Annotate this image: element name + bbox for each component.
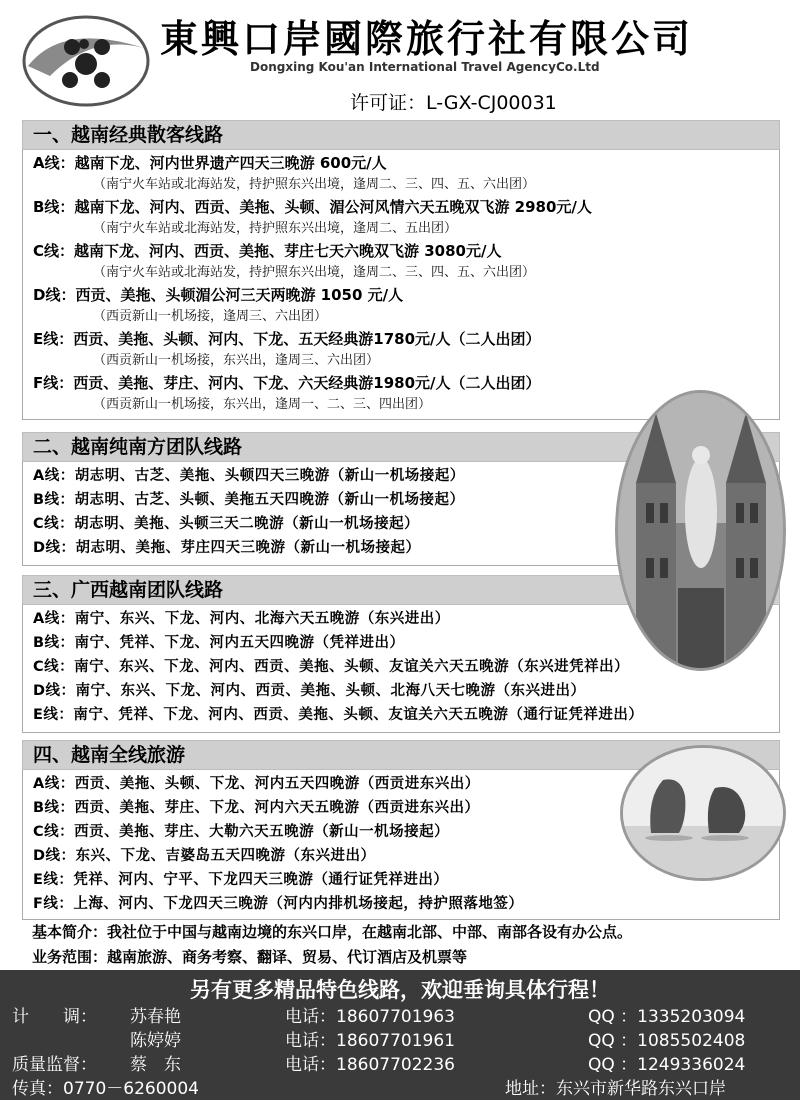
route-d: D线：南宁、东兴、下龙、河内、西贡、美拖、头顿、北海八天七晚游（东兴进出） (33, 683, 586, 699)
phone-line-2: 电话：18607701961 (285, 1031, 455, 1051)
contact-footer (0, 970, 800, 1100)
qq-line-3: QQ ：1249336024 (588, 1055, 746, 1075)
address: 地址：东兴市新华路东兴口岸 (505, 1079, 726, 1099)
qq-number: 1249336024 (637, 1055, 746, 1075)
section-title: 一、越南经典散客线路 (22, 120, 780, 150)
route-b-note: （南宁火车站或北海站发，持护照东兴出境，逢周二、五出团） (93, 221, 458, 236)
quality-label: 质量监督： (12, 1055, 97, 1075)
phone-line-1: 电话：18607701963 (285, 1007, 455, 1027)
route-b: B线：西贡、美拖、芽庄、下龙、河内六天五晚游（西贡进东兴出） (33, 800, 480, 816)
route-a-note: （南宁火车站或北海站发，持护照东兴出境，逢周二、三、四、五、六出团） (93, 177, 536, 192)
route-d-note: （西贡新山一机场接，逢周三、六出团） (93, 309, 328, 324)
qq-number: 1335203094 (637, 1007, 746, 1027)
route-e: E线：凭祥、河内、宁平、下龙四天三晚游（通行证凭祥进出） (33, 872, 449, 888)
fax-number: 传真：0770－6260004 (12, 1079, 199, 1099)
route-b: B线：胡志明、古芝、头顿、美拖五天四晚游（新山一机场接起） (33, 492, 465, 508)
route-c-note: （南宁火车站或北海站发，持护照东兴出境，逢周二、三、四、五、六出团） (93, 265, 536, 280)
route-d: D线：东兴、下龙、吉婆岛五天四晚游（东兴进出） (33, 848, 376, 864)
route-b: B线：南宁、凭祥、下龙、河内五天四晚游（凭祥进出） (33, 635, 405, 651)
basic-intro: 基本简介：我社位于中国与越南边境的东兴口岸，在越南北部、中部、南部各设有办公点。 (32, 923, 633, 941)
route-e-note: （西贡新山一机场接，东兴出，逢周三、六出团） (93, 353, 380, 368)
company-english-name: Dongxing Kou'an International Travel AgencyCo.Ltd (250, 60, 600, 74)
qq-line-1: QQ ：1335203094 (588, 1007, 746, 1027)
qq-line-2: QQ ：1085502408 (588, 1031, 746, 1051)
phone-number: 18607701961 (336, 1031, 455, 1051)
route-a: A线：越南下龙、河内世界遗产四天三晚游 600元/人 (33, 154, 387, 172)
section-classic-routes (22, 120, 780, 420)
route-f: F线：上海、河内、下龙四天三晚游（河内内排机场接起，持护照落地签） (33, 896, 524, 912)
qq-number: 1085502408 (637, 1031, 746, 1051)
footer-title: 另有更多精品特色线路，欢迎垂询具体行程！ (190, 978, 610, 1002)
section-title: 二、越南纯南方团队线路 (22, 432, 780, 462)
route-c: C线：越南下龙、河内、西贡、美拖、芽庄七天六晚双飞游 3080元/人 (33, 242, 502, 260)
route-c: C线：南宁、东兴、下龙、河内、西贡、美拖、头顿、友谊关六天五晚游（东兴进凭祥出） (33, 659, 630, 675)
business-scope: 业务范围：越南旅游、商务考察、翻译、贸易、代订酒店及机票等 (32, 948, 468, 966)
company-name: 東興口岸國際旅行社有限公司 (160, 16, 694, 61)
license-number: 许可证：L-GX-CJ00031 (350, 92, 557, 114)
route-a: A线：西贡、美拖、头顿、下龙、河内五天四晚游（西贡进东兴出） (33, 776, 480, 792)
phone-number: 18607702236 (336, 1055, 455, 1075)
route-c: C线：胡志明、美拖、头顿三天二晚游（新山一机场接起） (33, 516, 420, 532)
route-b: B线：越南下龙、河内、西贡、美拖、头顿、湄公河风情六天五晚双飞游 2980元/人 (33, 198, 592, 216)
route-a: A线：胡志明、古芝、美拖、头顿四天三晚游（新山一机场接起） (33, 468, 465, 484)
header (0, 0, 800, 115)
planner-label: 计 调： (12, 1007, 97, 1027)
phone-number: 18607701963 (336, 1007, 455, 1027)
route-d: D线：胡志明、美拖、芽庄四天三晚游（新山一机场接起） (33, 540, 421, 556)
route-d: D线：西贡、美拖、头顿湄公河三天两晚游 1050 元/人 (33, 286, 404, 304)
section-title: 四、越南全线旅游 (22, 740, 780, 770)
section-body (22, 150, 780, 420)
section-title: 三、广西越南团队线路 (22, 575, 780, 605)
route-c: C线：西贡、美拖、芽庄、大勒六天五晚游（新山一机场接起） (33, 824, 450, 840)
company-logo (22, 14, 150, 108)
route-f-note: （西贡新山一机场接，东兴出，逢周一、二、三、四出团） (93, 397, 432, 412)
quality-name: 蔡 东 (130, 1055, 181, 1075)
route-a: A线：南宁、东兴、下龙、河内、北海六天五晚游（东兴进出） (33, 611, 450, 627)
route-e: E线：南宁、凭祥、下龙、河内、西贡、美拖、头顿、友谊关六天五晚游（通行证凭祥进出） (33, 707, 644, 723)
planner-name-1: 苏春艳 (130, 1007, 181, 1027)
halong-bay-photo (620, 745, 786, 881)
route-f: F线：西贡、美拖、芽庄、河内、下龙、六天经典游1980元/人（二人出团） (33, 374, 541, 392)
route-e: E线：西贡、美拖、头顿、河内、下龙、五天经典游1780元/人（二人出团） (33, 330, 541, 348)
phone-line-3: 电话：18607702236 (285, 1055, 455, 1075)
cathedral-photo (615, 390, 786, 671)
planner-name-2: 陈婷婷 (130, 1031, 181, 1051)
